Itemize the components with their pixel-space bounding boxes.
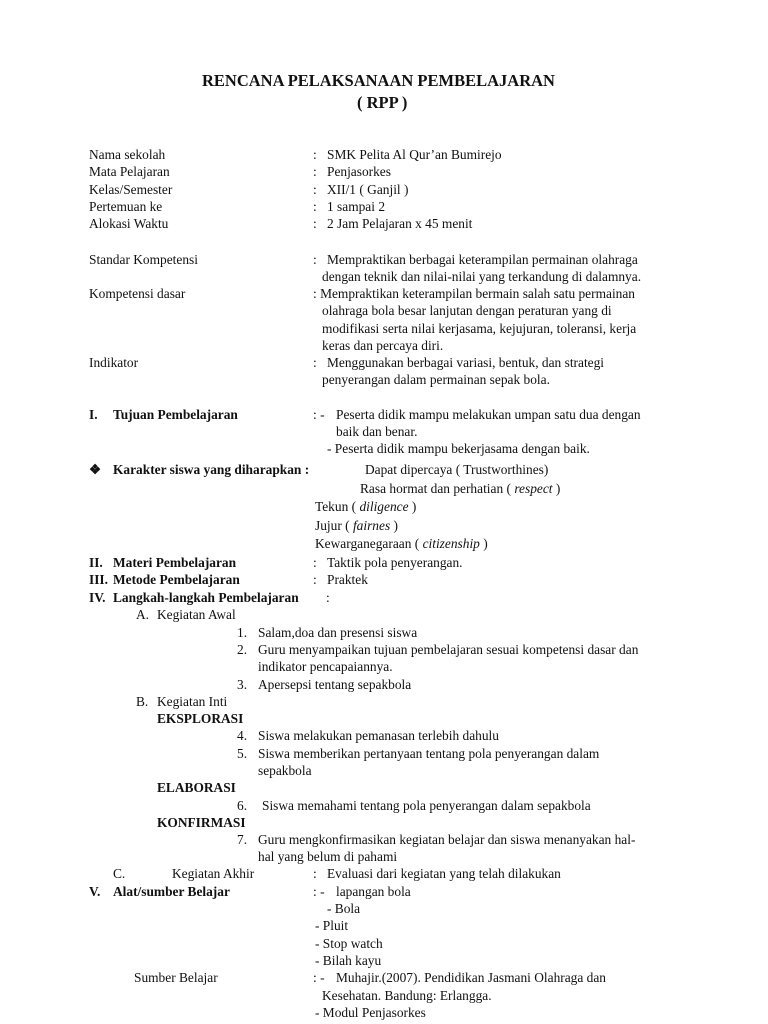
tool-item: - Stop watch bbox=[315, 936, 383, 951]
character-diligence: Tekun ( diligence ) bbox=[315, 499, 417, 514]
activity-closing-label: Kegiatan Akhir bbox=[172, 866, 255, 881]
colon: : bbox=[313, 572, 317, 587]
activity-opening-label: Kegiatan Awal bbox=[157, 607, 236, 622]
material-heading: Materi Pembelajaran bbox=[113, 555, 237, 570]
sources-colon: : - bbox=[313, 970, 325, 985]
activity-closing-value: Evaluasi dari kegiatan yang telah dilakukan bbox=[327, 866, 561, 881]
indicator-line: penyerangan dalam permainan sepak bola. bbox=[322, 372, 550, 387]
meeting-label: Pertemuan ke bbox=[89, 199, 163, 214]
character-fairness: Jujur ( fairnes ) bbox=[315, 518, 398, 533]
source-item: Muhajir.(2007). Pendidikan Jasmani Olahraga dan bbox=[336, 970, 606, 985]
source-item: - Modul Penjasorkes bbox=[315, 1005, 426, 1020]
meeting-value: 1 sampai 2 bbox=[327, 199, 386, 214]
colon: : bbox=[313, 866, 317, 881]
step-text: hal yang belum di pahami bbox=[258, 849, 398, 864]
school-value: SMK Pelita Al Qur’an Bumirejo bbox=[327, 147, 502, 162]
activity-letter: C. bbox=[113, 866, 126, 881]
step-text: Siswa memberikan pertanyaan tentang pola penyerangan dalam bbox=[258, 746, 600, 761]
step-text: Siswa memahami tentang pola penyerangan dalam sepakbola bbox=[262, 798, 591, 813]
activity-letter: B. bbox=[136, 694, 149, 709]
step-number: 3. bbox=[237, 677, 248, 692]
step-number: 6. bbox=[237, 798, 248, 813]
section-number: I. bbox=[89, 407, 98, 422]
step-text: Salam,doa dan presensi siswa bbox=[258, 625, 418, 640]
method-value: Praktek bbox=[327, 572, 368, 587]
class-value: XII/1 ( Ganjil ) bbox=[327, 182, 409, 197]
step-text: Guru mengkonfirmasikan kegiatan belajar dan siswa menanyakan hal- bbox=[258, 832, 636, 847]
subject-value: Penjasorkes bbox=[327, 164, 391, 179]
tool-item: - Bilah kayu bbox=[315, 953, 382, 968]
basic-line: modifikasi serta nilai kerjasama, kejujuran, toleransi, kerja bbox=[322, 321, 637, 336]
objective-colon: : - bbox=[313, 407, 325, 422]
basic-line: keras dan percaya diri. bbox=[322, 338, 444, 353]
step-text: Apersepsi tentang sepakbola bbox=[258, 677, 412, 692]
step-number: 7. bbox=[237, 832, 248, 847]
standard-label: Standar Kompetensi bbox=[89, 252, 198, 267]
basic-label: Kompetensi dasar bbox=[89, 286, 186, 301]
section-number: V. bbox=[89, 884, 101, 899]
activity-core-label: Kegiatan Inti bbox=[157, 694, 228, 709]
step-number: 4. bbox=[237, 728, 248, 743]
tools-colon: : - bbox=[313, 884, 325, 899]
character-heading: Karakter siswa yang diharapkan : bbox=[113, 462, 310, 477]
character-respect: Rasa hormat dan perhatian ( respect ) bbox=[360, 481, 561, 496]
subject-label: Mata Pelajaran bbox=[89, 164, 170, 179]
tool-item: - Bola bbox=[327, 901, 361, 916]
colon: : bbox=[313, 216, 317, 231]
step-text: Guru menyampaikan tujuan pembelajaran sesuai kompetensi dasar dan bbox=[258, 642, 639, 657]
character-trust: Dapat dipercaya ( Trustworthines) bbox=[365, 462, 549, 477]
exploration-heading: EKSPLORASI bbox=[157, 711, 244, 726]
colon: : bbox=[313, 182, 317, 197]
tools-heading: Alat/sumber Belajar bbox=[113, 884, 230, 899]
colon: : bbox=[313, 147, 317, 162]
colon: : bbox=[313, 252, 317, 267]
document-subtitle: ( RPP ) bbox=[357, 93, 408, 112]
class-label: Kelas/Semester bbox=[89, 182, 173, 197]
tool-item: lapangan bola bbox=[336, 884, 411, 899]
confirmation-heading: KONFIRMASI bbox=[157, 815, 246, 830]
objective-heading: Tujuan Pembelajaran bbox=[113, 407, 238, 422]
activity-letter: A. bbox=[136, 607, 150, 622]
elaboration-heading: ELABORASI bbox=[157, 780, 236, 795]
objective-line: - Peserta didik mampu bekerjasama dengan baik. bbox=[327, 441, 590, 456]
standard-line: dengan teknik dan nilai-nilai yang terkandung di dalamnya. bbox=[322, 269, 642, 284]
steps-colon: : bbox=[326, 590, 330, 605]
document-title: RENCANA PELAKSANAAN PEMBELAJARAN bbox=[202, 71, 555, 90]
colon: : bbox=[313, 355, 317, 370]
step-number: 5. bbox=[237, 746, 248, 761]
section-number: III. bbox=[89, 572, 108, 587]
school-label: Nama sekolah bbox=[89, 147, 166, 162]
source-item: Kesehatan. Bandung: Erlangga. bbox=[322, 988, 492, 1003]
sources-label: Sumber Belajar bbox=[134, 970, 218, 985]
step-text: indikator pencapaiannya. bbox=[258, 659, 393, 674]
colon: : bbox=[313, 555, 317, 570]
step-number: 1. bbox=[237, 625, 248, 640]
standard-line: Mempraktikan berbagai keterampilan permainan olahraga bbox=[327, 252, 638, 267]
tool-item: - Pluit bbox=[315, 918, 349, 933]
colon: : bbox=[313, 164, 317, 179]
step-text: sepakbola bbox=[258, 763, 312, 778]
method-heading: Metode Pembelajaran bbox=[113, 572, 240, 587]
step-number: 2. bbox=[237, 642, 248, 657]
diamond-bullet-icon: ❖ bbox=[89, 462, 102, 477]
basic-line: : Mempraktikan keterampilan bermain salah satu permainan bbox=[313, 286, 636, 301]
character-citizenship: Kewarganegaraan ( citizenship ) bbox=[315, 536, 488, 551]
section-number: IV. bbox=[89, 590, 106, 605]
step-text: Siswa melakukan pemanasan terlebih dahulu bbox=[258, 728, 499, 743]
objective-line: baik dan benar. bbox=[336, 424, 418, 439]
objective-line: Peserta didik mampu melakukan umpan satu dua dengan bbox=[336, 407, 641, 422]
basic-line: olahraga bola besar lanjutan dengan peraturan yang di bbox=[322, 303, 612, 318]
indicator-line: Menggunakan berbagai variasi, bentuk, dan strategi bbox=[327, 355, 605, 370]
time-value: 2 Jam Pelajaran x 45 menit bbox=[327, 216, 473, 231]
indicator-label: Indikator bbox=[89, 355, 139, 370]
material-value: Taktik pola penyerangan. bbox=[327, 555, 463, 570]
colon: : bbox=[313, 199, 317, 214]
section-number: II. bbox=[89, 555, 103, 570]
steps-heading: Langkah-langkah Pembelajaran bbox=[113, 590, 299, 605]
time-label: Alokasi Waktu bbox=[89, 216, 169, 231]
